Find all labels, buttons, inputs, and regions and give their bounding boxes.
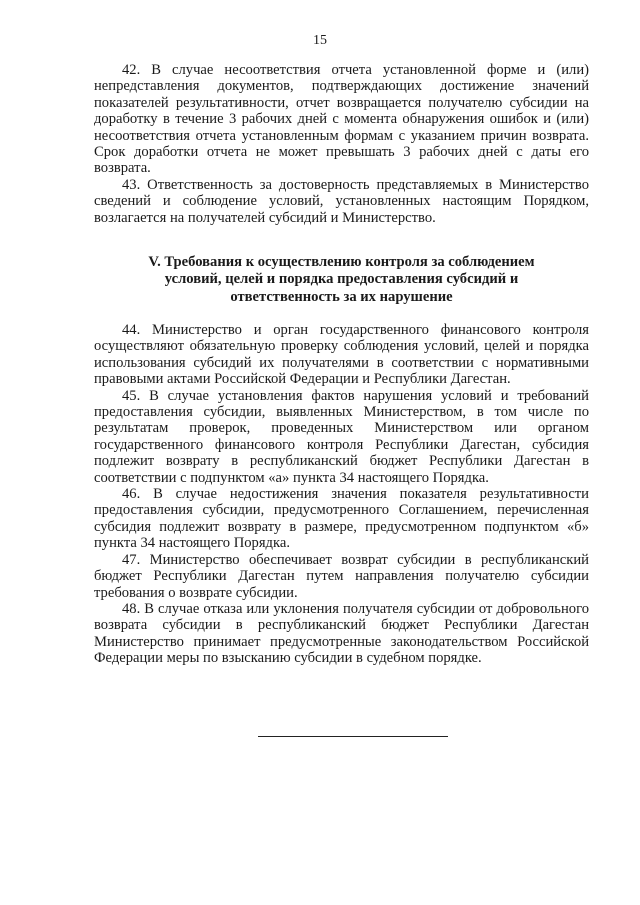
paragraph-48: 48. В случае отказа или уклонения получателя субсидии от добровольного возврата субсидии в республиканский бюджет Республики Дагестан Министерство принимает предусмотренные законодательством Российской Федерации меры по взысканию субсидии в судебном порядке. xyxy=(94,600,589,667)
heading-line-3: ответственность за их нарушение xyxy=(230,288,453,305)
section-paragraphs-bottom xyxy=(94,322,589,667)
section-paragraphs-top xyxy=(94,62,589,226)
paragraph-44: 44. Министерство и орган государственного финансового контроля осуществляют обязательную проверку соблюдения условий, целей и порядка использования субсидий их получателями в соответствии с нормативными правовыми актами Российской Федерации и Республики Дагестан. xyxy=(94,322,589,388)
page-number: 15 xyxy=(313,33,327,48)
section-heading xyxy=(94,254,589,306)
paragraph-45: 45. В случае установления фактов нарушения условий и требований предоставления субсидии, выявленных Министерством, в том числе по результатам проверок, проведенных Министерством или органом государственного финансового контроля Республики Дагестан, субсидия подлежит возврату в республиканский бюджет Республики Дагестан в соответствии с подпунктом «а» пункта 34 настоящего Порядка. xyxy=(94,387,589,486)
paragraph-47: 47. Министерство обеспечивает возврат субсидии в республиканский бюджет Республики Дагестан путем направления получателю субсидии требования о возврате субсидии. xyxy=(94,551,589,601)
paragraph-46: 46. В случае недостижения значения показателя результативности предоставления субсидии, предусмотренного Соглашением, перечисленная субсидия подлежит возврату в размере, предусмотренном подпунктом «б» пункта 34 настоящего Порядка. xyxy=(94,486,589,552)
closing-rule-line xyxy=(258,736,448,737)
heading-line-1: V. Требования к осуществлению контроля за соблюдением xyxy=(148,254,535,270)
paragraph-43: 43. Ответственность за достоверность представляемых в Министерство сведений и соблюдение условий, установленных настоящим Порядком, возлагается на получателей субсидий и Министерство. xyxy=(94,176,589,226)
heading-line-2: условий, целей и порядка предоставления субсидий и xyxy=(164,271,519,288)
paragraph-42: 42. В случае несоответствия отчета установленной форме и (или) непредставления документов, подтверждающих достижение значений показателей результативности, отчет возвращается получателю субсидии на доработку в течение 3 рабочих дней с момента обнаружения ошибок и (или) несоответствия отчета установленным формам с указанием причин возврата. Срок доработки отчета не может превышать 3 рабочих дней с даты его возврата. xyxy=(94,62,589,177)
